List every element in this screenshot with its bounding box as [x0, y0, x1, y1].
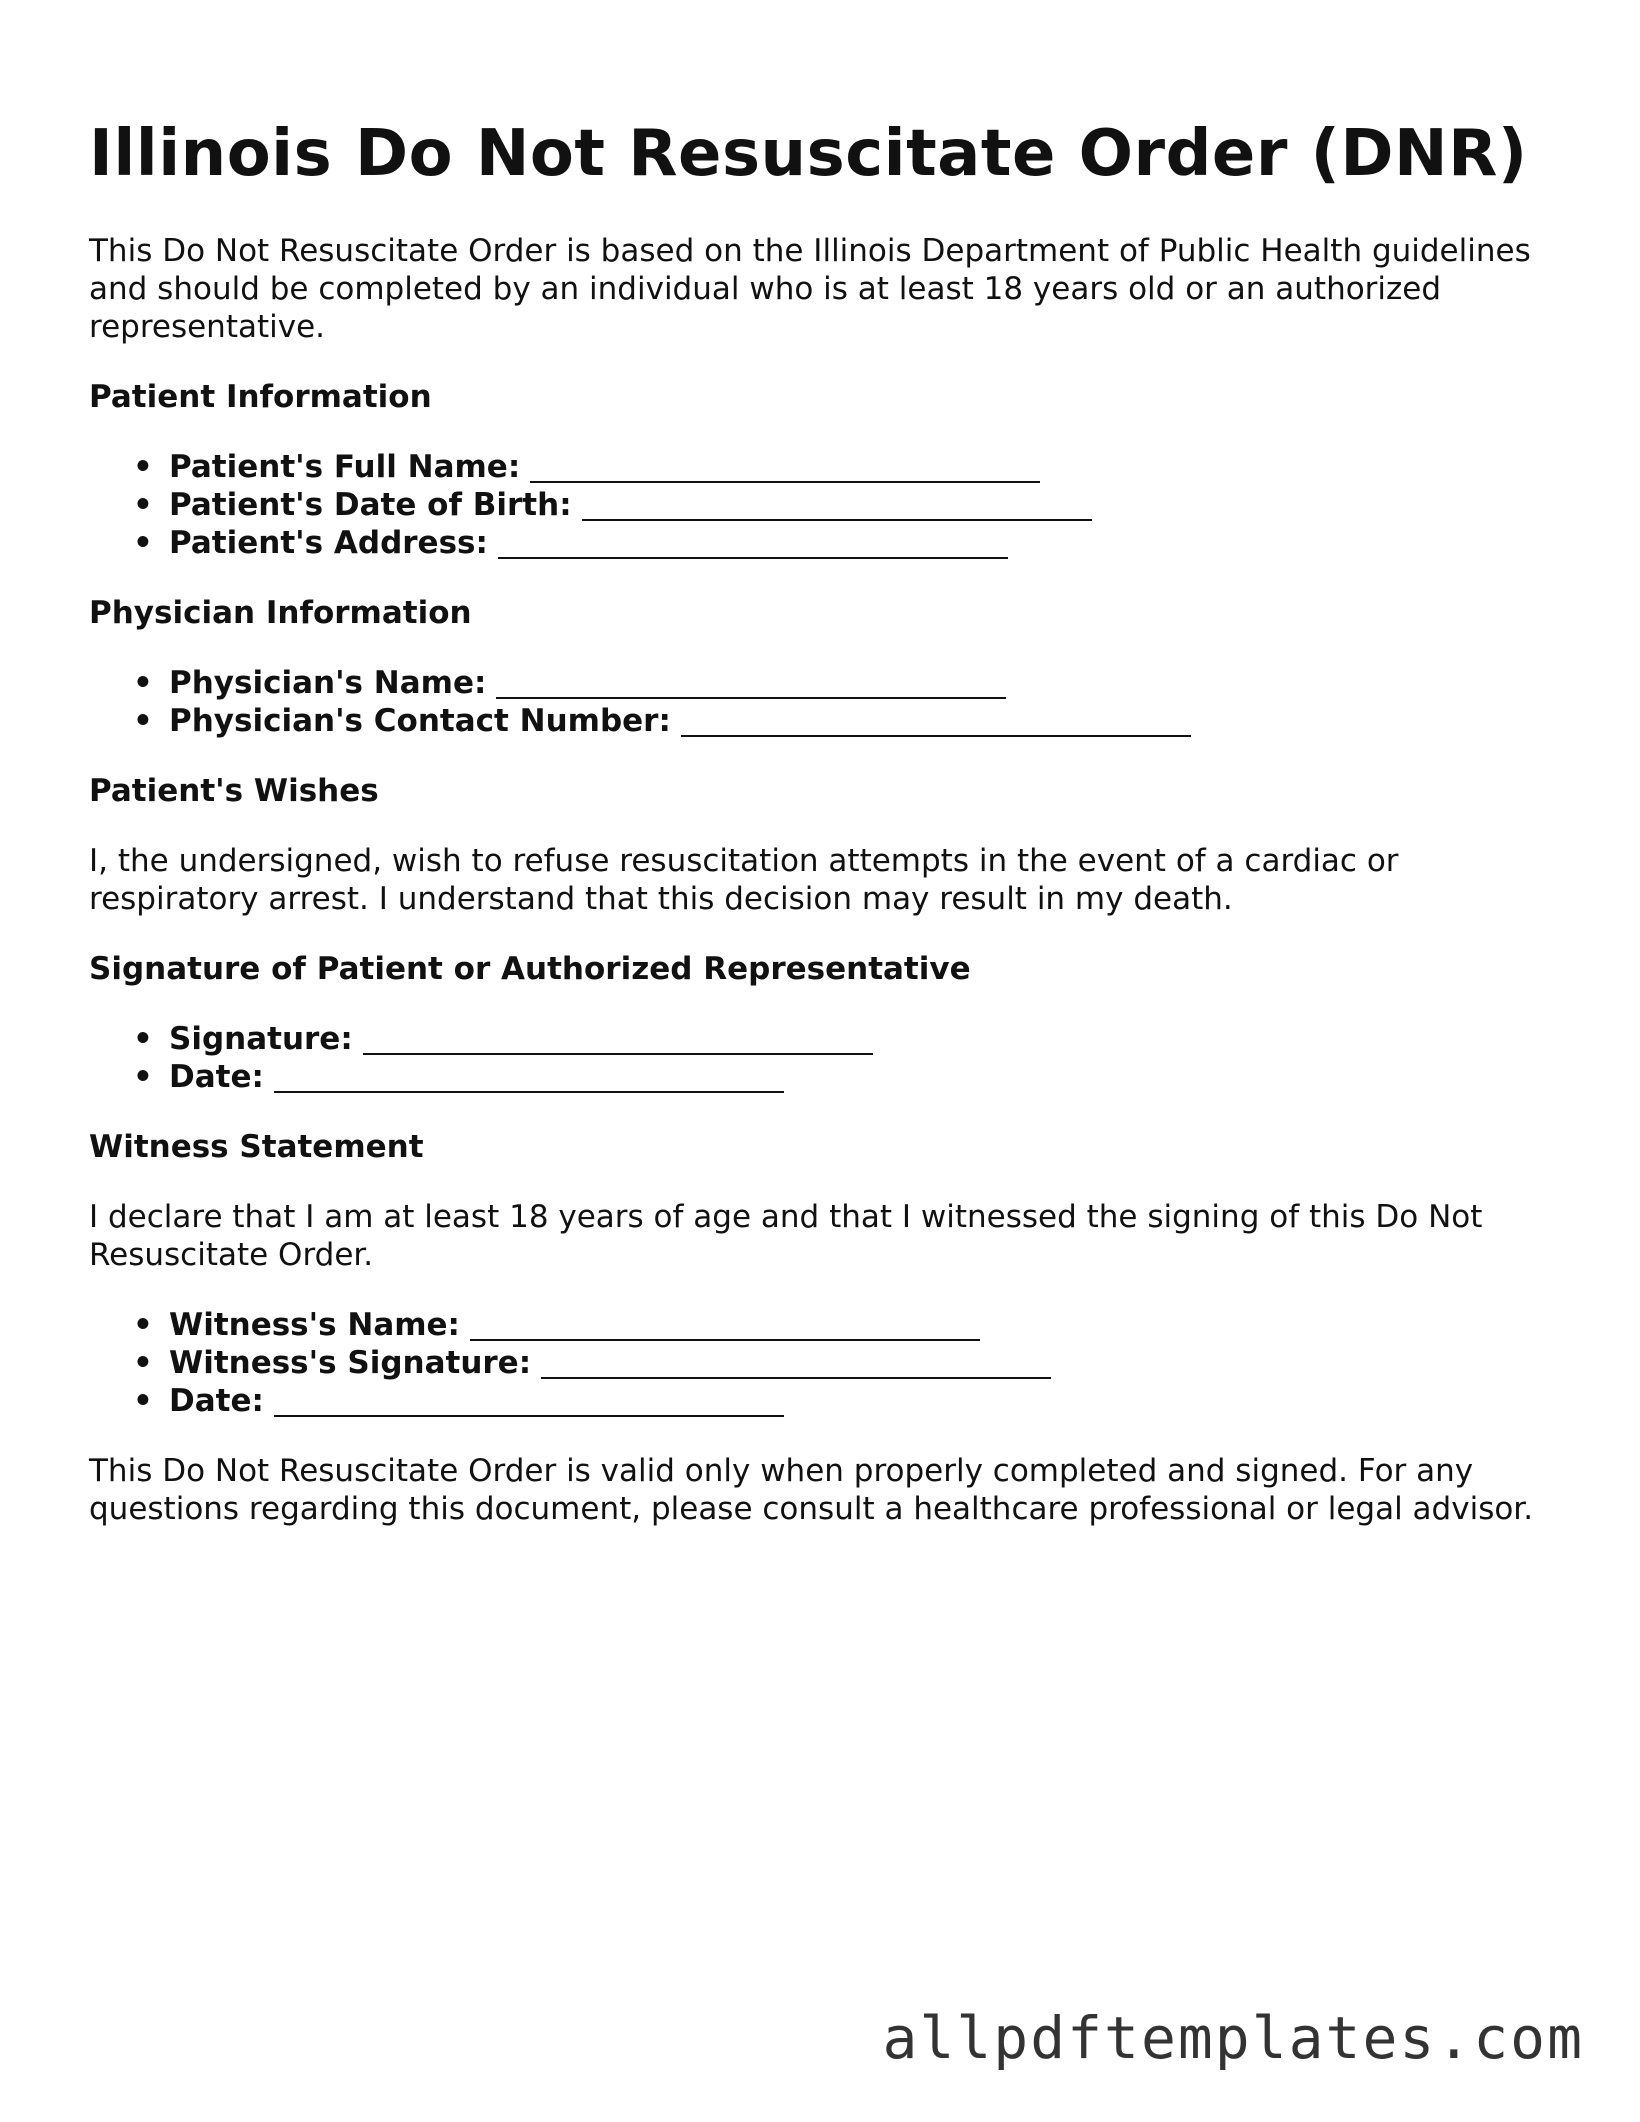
- physician-name-field: [133, 664, 1559, 702]
- signature-heading: Signature of Patient or Authorized Representative: [89, 951, 971, 987]
- patient-info-list: [89, 448, 1559, 562]
- field-label: Witness's Name:: [169, 1307, 460, 1343]
- physician-info-list: [89, 664, 1559, 740]
- patient-wishes-text: I, the undersigned, wish to refuse resuscitation attempts in the event of a cardiac or respiratory arrest. I understand that this decision may result in my death.: [89, 843, 1399, 917]
- patient-info-heading: Patient Information: [89, 379, 432, 415]
- patient-dob-blank[interactable]: [582, 493, 1092, 521]
- witness-list: [89, 1306, 1559, 1420]
- field-label: Physician's Contact Number:: [169, 703, 671, 739]
- field-label: Patient's Address:: [169, 525, 488, 561]
- patient-wishes-heading: Patient's Wishes: [89, 773, 379, 809]
- bullet-icon: •: [133, 1021, 153, 1057]
- field-label: Date:: [169, 1059, 264, 1095]
- bullet-icon: •: [133, 449, 153, 485]
- document-page: [89, 112, 1559, 1560]
- bullet-icon: •: [133, 487, 153, 523]
- witness-signature-blank[interactable]: [541, 1351, 1051, 1379]
- closing-paragraph: This Do Not Resuscitate Order is valid only when properly completed and signed. For any questions regarding this document, please consult a healthcare professional or legal advisor.: [89, 1453, 1534, 1527]
- field-label: Patient's Full Name:: [169, 449, 521, 485]
- signature-blank[interactable]: [363, 1027, 873, 1055]
- patient-full-name-field: [133, 448, 1559, 486]
- field-label: Patient's Date of Birth:: [169, 487, 572, 523]
- bullet-icon: •: [133, 1383, 153, 1419]
- patient-dob-field: [133, 486, 1559, 524]
- patient-address-field: [133, 524, 1559, 562]
- bullet-icon: •: [133, 1307, 153, 1343]
- patient-full-name-blank[interactable]: [530, 455, 1040, 483]
- witness-name-field: [133, 1306, 1559, 1344]
- witness-date-field: [133, 1382, 1559, 1420]
- bullet-icon: •: [133, 703, 153, 739]
- watermark-text: allpdftemplates.com: [882, 2004, 1584, 2072]
- field-label: Physician's Name:: [169, 665, 487, 701]
- bullet-icon: •: [133, 525, 153, 561]
- witness-name-blank[interactable]: [470, 1313, 980, 1341]
- physician-info-heading: Physician Information: [89, 595, 472, 631]
- field-label: Signature:: [169, 1021, 353, 1057]
- signature-date-field: [133, 1058, 1559, 1096]
- physician-contact-blank[interactable]: [681, 709, 1191, 737]
- signature-list: [89, 1020, 1559, 1096]
- witness-date-blank[interactable]: [274, 1389, 784, 1417]
- bullet-icon: •: [133, 1345, 153, 1381]
- intro-paragraph: This Do Not Resuscitate Order is based on the Illinois Department of Public Health guidelines and should be completed by an individual who is at least 18 years old or an authorized representative.: [89, 233, 1531, 345]
- witness-signature-field: [133, 1344, 1559, 1382]
- signature-date-blank[interactable]: [274, 1065, 784, 1093]
- witness-heading: Witness Statement: [89, 1129, 424, 1165]
- physician-contact-field: [133, 702, 1559, 740]
- document-title: Illinois Do Not Resuscitate Order (DNR): [89, 117, 1528, 191]
- physician-name-blank[interactable]: [496, 671, 1006, 699]
- field-label: Witness's Signature:: [169, 1345, 532, 1381]
- patient-address-blank[interactable]: [498, 531, 1008, 559]
- signature-field: [133, 1020, 1559, 1058]
- field-label: Date:: [169, 1383, 264, 1419]
- bullet-icon: •: [133, 1059, 153, 1095]
- witness-text: I declare that I am at least 18 years of age and that I witnessed the signing of this Do Not Resuscitate Order.: [89, 1199, 1483, 1273]
- bullet-icon: •: [133, 665, 153, 701]
